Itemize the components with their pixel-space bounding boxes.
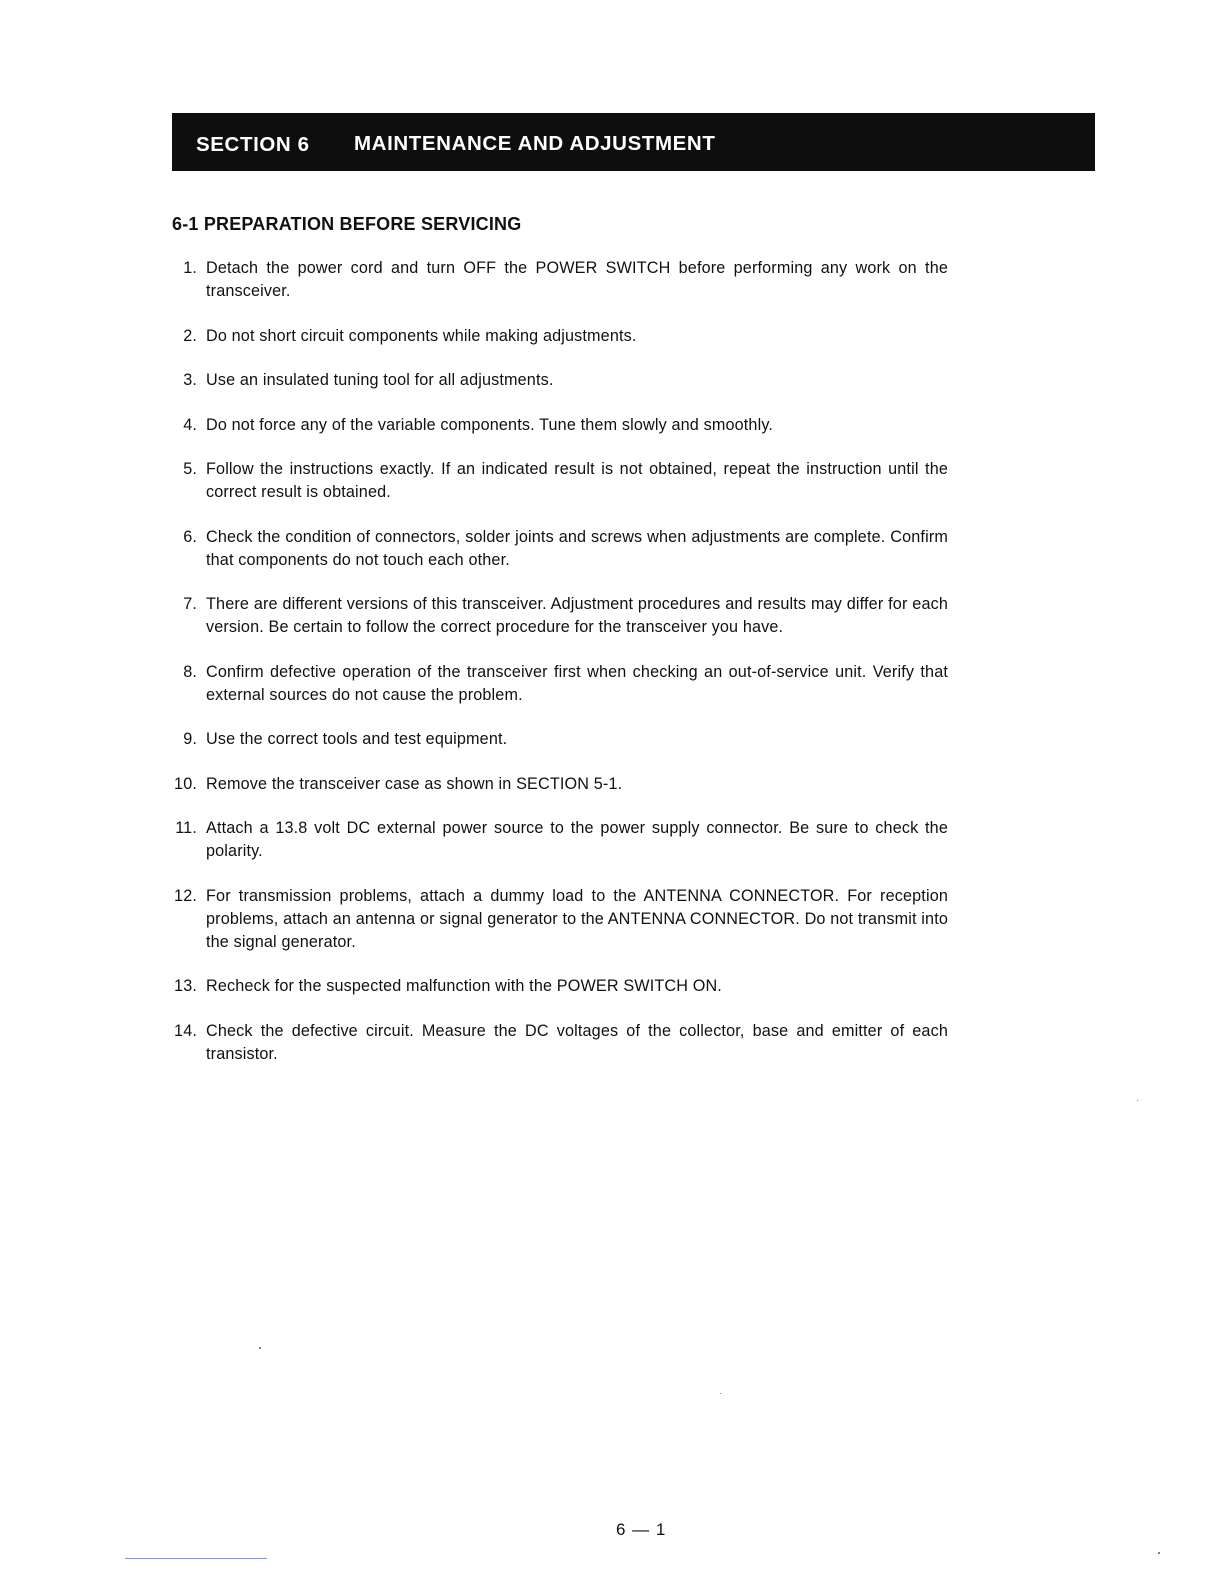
step-number: 3. bbox=[183, 371, 197, 389]
step-number: 1. bbox=[183, 259, 197, 277]
subsection-heading: 6-1 PREPARATION BEFORE SERVICING bbox=[172, 214, 522, 234]
step-number: 9. bbox=[183, 730, 197, 748]
step-text: Remove the transceiver case as shown in SECTION 5-1. bbox=[206, 774, 623, 793]
list-item bbox=[172, 817, 948, 863]
step-text: Check the defective circuit. Measure the DC voltages of the collector, base and emitter of each transistor. bbox=[206, 1021, 948, 1063]
step-number: 13. bbox=[174, 977, 197, 995]
step-text: Detach the power cord and turn OFF the POWER SWITCH before performing any work on the transceiver. bbox=[206, 259, 948, 300]
step-text: Do not force any of the variable components. Tune them slowly and smoothly. bbox=[206, 415, 774, 434]
step-number: 4. bbox=[183, 415, 197, 434]
step-text: For transmission problems, attach a dummy load to the ANTENNA CONNECTOR. For reception problems, attach an antenna or signal generator to the ANTENNA CONNECTOR. Do not transmit into the signal generator. bbox=[206, 886, 948, 951]
step-text: Use the correct tools and test equipment. bbox=[206, 730, 508, 748]
scan-speck bbox=[1137, 1100, 1138, 1101]
step-text: Check the condition of connectors, solder joints and screws when adjustments are complete. Confirm that components do not touch each other. bbox=[206, 527, 948, 569]
list-item bbox=[172, 325, 948, 348]
section-header-bar bbox=[172, 113, 1095, 171]
list-item bbox=[172, 885, 948, 954]
list-item bbox=[172, 773, 948, 796]
list-item bbox=[172, 257, 948, 303]
step-text: Attach a 13.8 volt DC external power source to the power supply connector. Be sure to check the polarity. bbox=[206, 819, 948, 860]
list-item bbox=[172, 593, 948, 639]
scan-speck bbox=[720, 1393, 721, 1394]
list-item bbox=[172, 458, 948, 504]
step-text: Follow the instructions exactly. If an indicated result is not obtained, repeat the instruction until the correct result is obtained. bbox=[206, 460, 948, 501]
step-text: Use an insulated tuning tool for all adjustments. bbox=[206, 371, 554, 389]
step-number: 7. bbox=[183, 595, 197, 613]
procedure-list bbox=[172, 257, 948, 1087]
step-number: 10. bbox=[174, 774, 197, 793]
section-number: SECTION 6 bbox=[196, 133, 310, 156]
list-item bbox=[172, 975, 948, 998]
step-text: Recheck for the suspected malfunction with the POWER SWITCH ON. bbox=[206, 977, 722, 995]
scan-speck bbox=[259, 1347, 261, 1349]
section-title: MAINTENANCE AND ADJUSTMENT bbox=[354, 132, 716, 155]
step-number: 8. bbox=[183, 662, 197, 681]
scan-artifact-line bbox=[125, 1558, 267, 1559]
step-number: 5. bbox=[183, 460, 197, 478]
step-number: 12. bbox=[174, 886, 197, 905]
step-text: Do not short circuit components while making adjustments. bbox=[206, 326, 637, 345]
step-number: 14. bbox=[174, 1021, 197, 1040]
step-number: 6. bbox=[183, 527, 197, 546]
page-number: 6 — 1 bbox=[616, 1520, 667, 1539]
step-number: 2. bbox=[183, 326, 197, 345]
step-text: Confirm defective operation of the transceiver first when checking an out-of-service unit. Verify that external sources do not cause the problem. bbox=[206, 662, 948, 704]
step-number: 11. bbox=[175, 819, 197, 837]
list-item bbox=[172, 369, 948, 392]
scan-speck bbox=[1158, 1552, 1160, 1554]
list-item bbox=[172, 1020, 948, 1066]
list-item bbox=[172, 414, 948, 437]
list-item bbox=[172, 728, 948, 751]
list-item bbox=[172, 526, 948, 572]
step-text: There are different versions of this transceiver. Adjustment procedures and results may differ for each version. Be certain to follow the correct procedure for the transceiver you have. bbox=[206, 595, 948, 636]
list-item bbox=[172, 661, 948, 707]
